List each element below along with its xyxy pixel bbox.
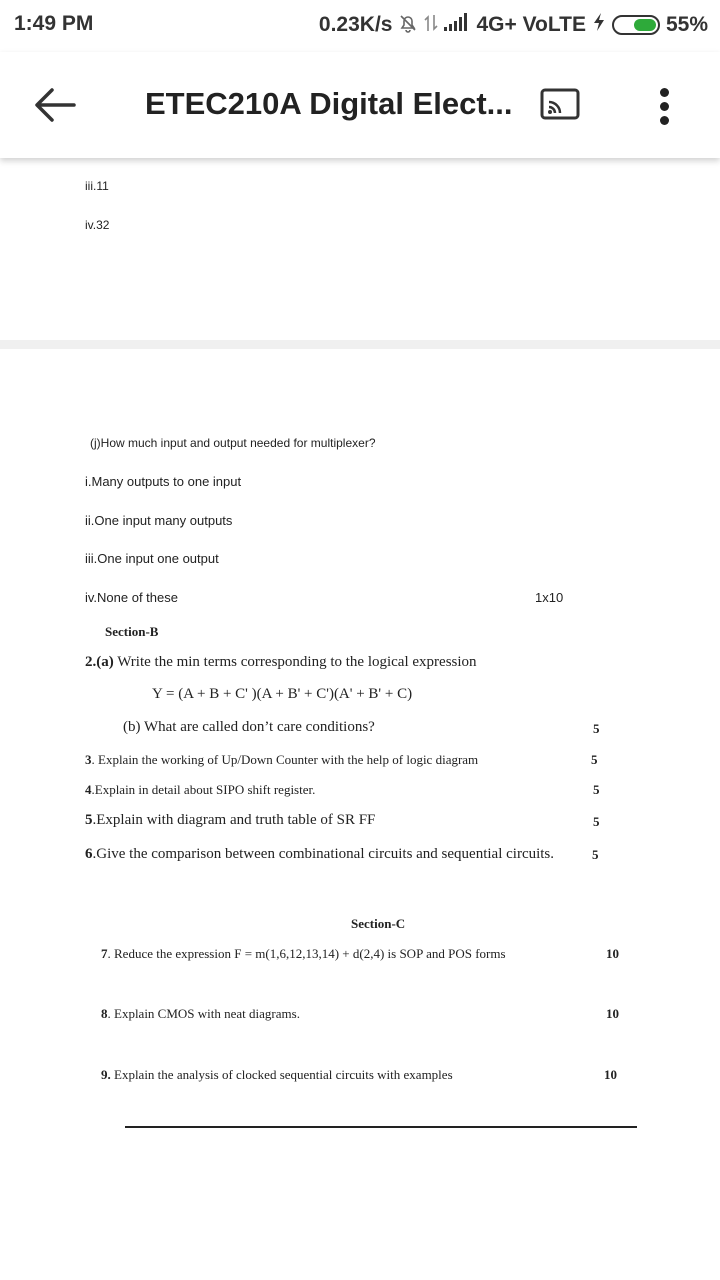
question-number: 4 — [85, 782, 92, 797]
option-ii: ii.One input many outputs — [85, 513, 233, 528]
question-6 — [85, 846, 554, 863]
section-c-heading: Section-C — [351, 916, 406, 931]
question-text: . Explain the working of Up/Down Counter with the help of logic diagram — [91, 752, 479, 767]
end-rule — [125, 1126, 637, 1128]
marks-3: 5 — [591, 752, 598, 767]
marks-6: 5 — [592, 847, 599, 862]
data-transfer-icon — [424, 13, 438, 38]
app-toolbar — [0, 52, 720, 158]
status-bar — [0, 0, 720, 52]
option-iii: iii.One input one output — [85, 551, 219, 566]
charging-icon — [592, 12, 606, 38]
more-options-button[interactable] — [650, 86, 678, 126]
question-text: . Reduce the expression F = m(1,6,12,13,14) + d(2,4) is SOP and POS forms — [107, 946, 506, 961]
question-number: 9. — [101, 1067, 111, 1082]
question-2a — [85, 654, 477, 671]
back-button[interactable] — [30, 82, 80, 128]
menu-dot — [660, 116, 669, 125]
marks-4: 5 — [593, 782, 600, 797]
question-3 — [85, 752, 478, 768]
question-number: 6 — [85, 846, 93, 862]
back-arrow-icon — [30, 82, 80, 128]
mute-bell-icon — [398, 13, 418, 38]
cast-button[interactable] — [540, 88, 580, 120]
battery-percent: 55% — [665, 13, 708, 36]
marks-section-a: 1x10 — [535, 590, 564, 605]
question-number: 7 — [101, 946, 108, 961]
option-iv: iv.32 — [85, 218, 110, 232]
option-iv: iv.None of these — [85, 590, 178, 605]
marks-5: 5 — [593, 814, 600, 829]
question-text: . Explain CMOS with neat diagrams. — [107, 1006, 300, 1021]
signal-icon — [444, 13, 470, 37]
marks-7: 10 — [606, 946, 619, 961]
menu-dot — [660, 88, 669, 97]
battery-fill — [634, 19, 656, 31]
option-i: i.Many outputs to one input — [85, 474, 242, 489]
document-title: ETEC210A Digital Elect... — [145, 86, 513, 121]
question-text: .Explain with diagram and truth table of SR FF — [92, 812, 376, 828]
cast-icon — [540, 88, 580, 120]
status-indicators — [319, 12, 708, 38]
question-number: 3 — [85, 752, 92, 767]
section-b-heading: Section-B — [105, 624, 159, 639]
marks-9: 10 — [604, 1067, 617, 1082]
question-text: Explain the analysis of clocked sequential circuits with examples — [110, 1067, 453, 1082]
menu-dot — [660, 102, 669, 111]
question-2b: (b) What are called don’t care conditions? — [123, 719, 375, 735]
question-5 — [85, 812, 375, 829]
battery-icon — [612, 15, 660, 35]
question-text: .Explain in detail about SIPO shift register. — [91, 782, 316, 797]
question-j: (j)How much input and output needed for multiplexer? — [90, 436, 376, 450]
question-8 — [101, 1006, 300, 1022]
option-iii: iii.11 — [85, 179, 109, 193]
question-text: .Give the comparison between combinational circuits and sequential circuits. — [92, 846, 555, 862]
status-time: 1:49 PM — [14, 12, 94, 35]
question-number: 8 — [101, 1006, 108, 1021]
question-7 — [101, 946, 506, 962]
logical-expression: Y = (A + B + C' )(A + B' + C')(A' + B' + C) — [152, 686, 413, 702]
network-type: 4G+ VoLTE — [476, 13, 586, 36]
marks-8: 10 — [606, 1006, 619, 1021]
network-speed: 0.23K/s — [318, 13, 393, 36]
question-4 — [85, 782, 315, 798]
page-separator — [0, 340, 720, 349]
question-9 — [101, 1067, 453, 1083]
question-number: 2.(a) — [85, 654, 114, 670]
question-number: 5 — [85, 812, 93, 828]
marks-2b: 5 — [593, 721, 600, 736]
question-text: Write the min terms corresponding to the logical expression — [113, 654, 477, 670]
